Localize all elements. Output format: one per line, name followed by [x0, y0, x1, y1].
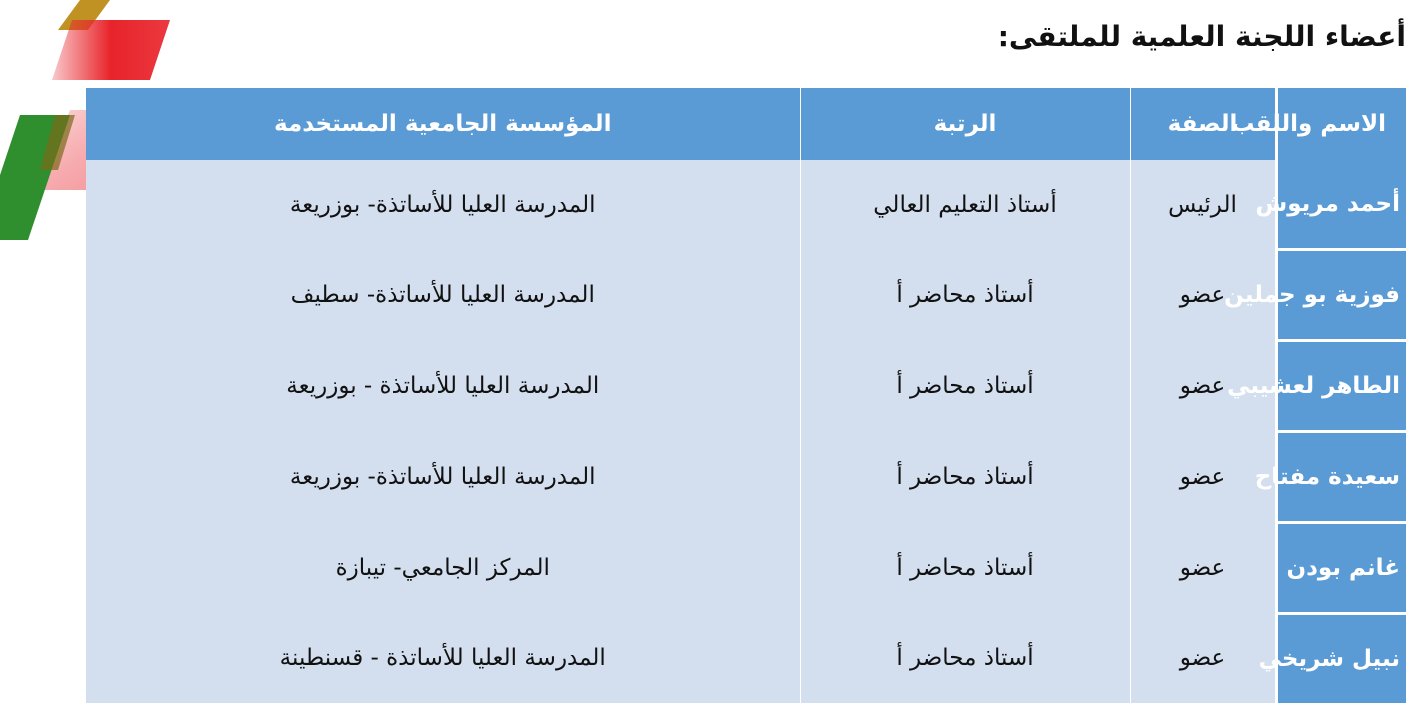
table-header-row — [86, 88, 1406, 160]
member-role: عضو — [1130, 614, 1276, 704]
member-role: عضو — [1130, 341, 1276, 432]
member-institution: المدرسة العليا للأساتذة- سطيف — [86, 250, 800, 341]
header-name: الاسم واللقب — [1276, 88, 1406, 160]
member-rank: أستاذ التعليم العالي — [800, 160, 1130, 250]
header-rank: الرتبة — [800, 88, 1130, 160]
member-rank: أستاذ محاضر أ — [800, 432, 1130, 523]
table-row — [86, 523, 1406, 614]
member-name: غانم بودن — [1276, 523, 1406, 614]
table-row — [86, 341, 1406, 432]
member-name: الطاهر لعشيبي — [1276, 341, 1406, 432]
member-role: عضو — [1130, 250, 1276, 341]
member-role: عضو — [1130, 523, 1276, 614]
member-name: سعيدة مفتاح — [1276, 432, 1406, 523]
member-role: عضو — [1130, 432, 1276, 523]
table-row — [86, 614, 1406, 704]
member-name: فوزية بو جملين — [1276, 250, 1406, 341]
member-institution: المدرسة العليا للأساتذة - بوزريعة — [86, 341, 800, 432]
member-rank: أستاذ محاضر أ — [800, 250, 1130, 341]
member-name: أحمد مريوش — [1276, 160, 1406, 250]
member-rank: أستاذ محاضر أ — [800, 614, 1130, 704]
page-title: أعضاء اللجنة العلمية للملتقى: — [997, 20, 1406, 53]
table-row — [86, 160, 1406, 250]
table-row — [86, 432, 1406, 523]
member-institution: المدرسة العليا للأساتذة - قسنطينة — [86, 614, 800, 704]
member-institution: المدرسة العليا للأساتذة- بوزريعة — [86, 160, 800, 250]
header-institution: المؤسسة الجامعية المستخدمة — [86, 88, 800, 160]
table-row — [86, 250, 1406, 341]
member-name: نبيل شريخي — [1276, 614, 1406, 704]
member-role: الرئيس — [1130, 160, 1276, 250]
member-rank: أستاذ محاضر أ — [800, 341, 1130, 432]
committee-table — [86, 88, 1406, 703]
header-role: الصفة — [1130, 88, 1276, 160]
member-institution: المدرسة العليا للأساتذة- بوزريعة — [86, 432, 800, 523]
member-rank: أستاذ محاضر أ — [800, 523, 1130, 614]
deco-red-stripe — [52, 20, 170, 80]
member-institution: المركز الجامعي- تيبازة — [86, 523, 800, 614]
